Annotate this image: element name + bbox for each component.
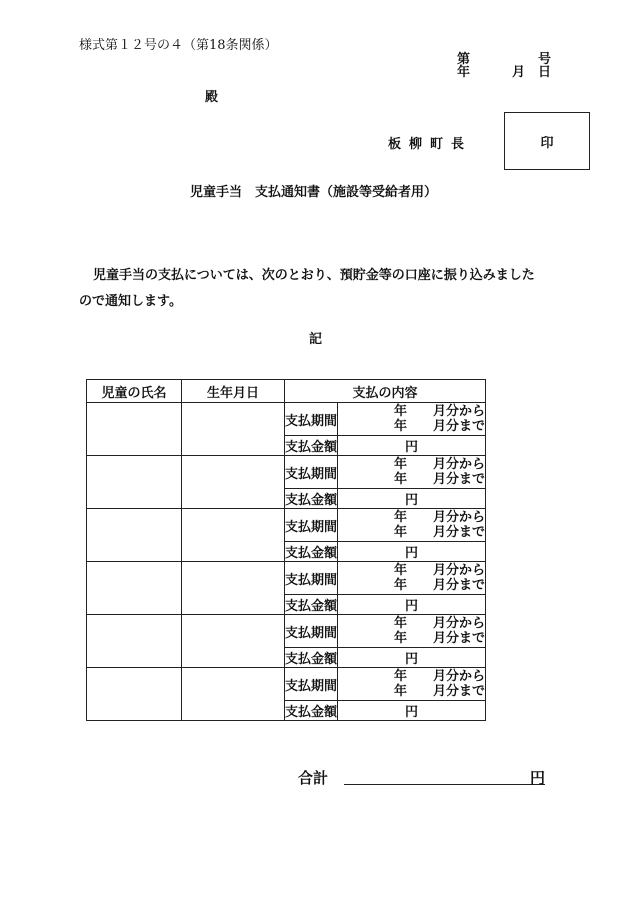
child-name-cell[interactable] bbox=[87, 562, 182, 615]
amount-value-cell[interactable] bbox=[338, 436, 486, 456]
header-payment-content: 支払の内容 bbox=[285, 380, 486, 403]
number-suffix: 号 bbox=[538, 52, 552, 67]
birth-date-cell[interactable] bbox=[182, 456, 285, 509]
period-value-cell[interactable] bbox=[338, 456, 486, 489]
amount-yen: 円 bbox=[405, 493, 419, 508]
period-label: 支払期間 bbox=[285, 615, 338, 648]
amount-label: 支払金額 bbox=[285, 648, 338, 668]
child-name-cell[interactable] bbox=[87, 509, 182, 562]
table-row bbox=[87, 509, 486, 542]
amount-yen: 円 bbox=[405, 705, 419, 720]
amount-yen: 円 bbox=[405, 599, 419, 614]
seal-box bbox=[504, 112, 590, 170]
amount-label: 支払金額 bbox=[285, 436, 338, 456]
amount-value-cell[interactable] bbox=[338, 489, 486, 509]
amount-label: 支払金額 bbox=[285, 489, 338, 509]
body-text-line-1: 児童手当の支払については、次のとおり、預貯金等の口座に振り込みました bbox=[93, 268, 535, 283]
form-number: 様式第１２号の４（第18条関係） bbox=[79, 38, 278, 53]
birth-date-cell[interactable] bbox=[182, 403, 285, 456]
table-row bbox=[87, 668, 486, 701]
period-to: 年 月分まで bbox=[394, 578, 486, 593]
number-prefix: 第 bbox=[457, 52, 471, 67]
table-row bbox=[87, 456, 486, 489]
birth-date-cell[interactable] bbox=[182, 509, 285, 562]
table-header-row bbox=[87, 380, 486, 403]
table-row bbox=[87, 403, 486, 436]
amount-yen: 円 bbox=[405, 546, 419, 561]
period-label: 支払期間 bbox=[285, 456, 338, 489]
period-value-cell[interactable] bbox=[338, 509, 486, 542]
payment-table bbox=[86, 379, 486, 721]
child-name-cell[interactable] bbox=[87, 668, 182, 721]
period-to: 年 月分まで bbox=[394, 525, 486, 540]
child-name-cell[interactable] bbox=[87, 615, 182, 668]
addressee-honorific: 殿 bbox=[205, 90, 219, 105]
period-value-cell[interactable] bbox=[338, 668, 486, 701]
header-birth-date: 生年月日 bbox=[182, 380, 285, 403]
birth-date-cell[interactable] bbox=[182, 562, 285, 615]
period-label: 支払期間 bbox=[285, 403, 338, 436]
period-value-cell[interactable] bbox=[338, 615, 486, 648]
amount-label: 支払金額 bbox=[285, 701, 338, 721]
birth-date-cell[interactable] bbox=[182, 615, 285, 668]
period-value-cell[interactable] bbox=[338, 562, 486, 595]
amount-value-cell[interactable] bbox=[338, 542, 486, 562]
child-name-cell[interactable] bbox=[87, 403, 182, 456]
amount-value-cell[interactable] bbox=[338, 701, 486, 721]
document-title: 児童手当 支払通知書（施設等受給者用） bbox=[190, 185, 438, 200]
amount-label: 支払金額 bbox=[285, 595, 338, 615]
period-label: 支払期間 bbox=[285, 509, 338, 542]
period-from: 年 月分から bbox=[394, 457, 486, 472]
period-label: 支払期間 bbox=[285, 668, 338, 701]
period-to: 年 月分まで bbox=[394, 684, 486, 699]
amount-yen: 円 bbox=[405, 652, 419, 667]
seal-label: 印 bbox=[540, 135, 554, 151]
amount-value-cell[interactable] bbox=[338, 648, 486, 668]
period-from: 年 月分から bbox=[394, 616, 486, 631]
birth-date-cell[interactable] bbox=[182, 668, 285, 721]
period-label: 支払期間 bbox=[285, 562, 338, 595]
date-month-label: 月 bbox=[512, 65, 526, 80]
period-to: 年 月分まで bbox=[394, 631, 486, 646]
period-to: 年 月分まで bbox=[394, 472, 486, 487]
date-day-label: 日 bbox=[538, 65, 552, 80]
period-from: 年 月分から bbox=[394, 404, 486, 419]
total-amount-line bbox=[344, 784, 545, 785]
header-child-name: 児童の氏名 bbox=[87, 380, 182, 403]
total-label: 合計 bbox=[298, 769, 329, 787]
period-to: 年 月分まで bbox=[394, 419, 486, 434]
table-row bbox=[87, 562, 486, 595]
ki-heading: 記 bbox=[309, 332, 323, 347]
body-text-line-2: ので通知します。 bbox=[79, 294, 182, 309]
period-from: 年 月分から bbox=[394, 510, 486, 525]
date-year-label: 年 bbox=[457, 65, 471, 80]
child-name-cell[interactable] bbox=[87, 456, 182, 509]
table-row bbox=[87, 615, 486, 648]
total-yen: 円 bbox=[530, 769, 546, 787]
period-value-cell[interactable] bbox=[338, 403, 486, 436]
amount-value-cell[interactable] bbox=[338, 595, 486, 615]
issuer-mayor: 板柳町長 bbox=[388, 137, 473, 152]
period-from: 年 月分から bbox=[394, 669, 486, 684]
amount-yen: 円 bbox=[405, 440, 419, 455]
amount-label: 支払金額 bbox=[285, 542, 338, 562]
period-from: 年 月分から bbox=[394, 563, 486, 578]
